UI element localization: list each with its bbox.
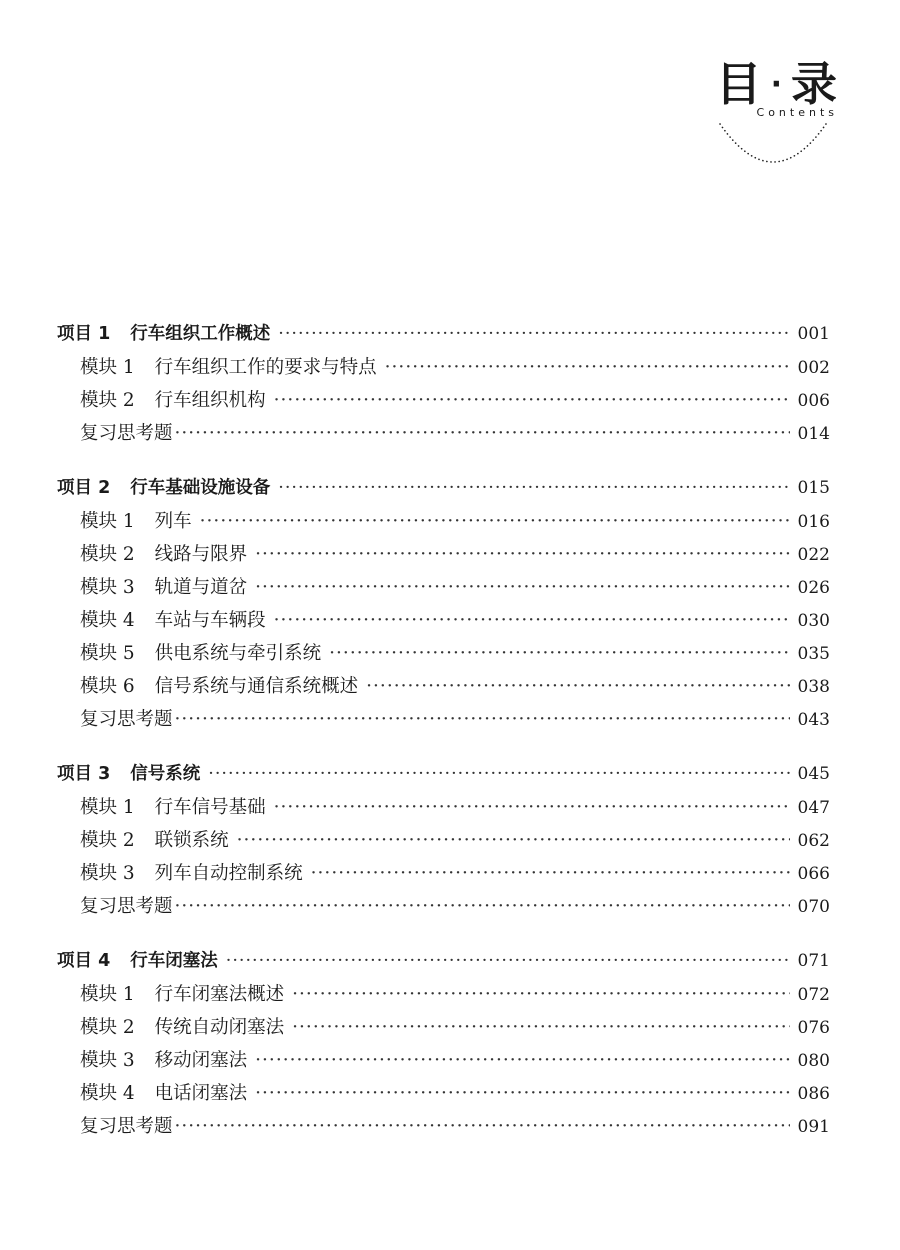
module-number: 模块 2 [80,830,135,851]
toc-module-entry[interactable] [57,637,830,670]
module-title: 列车 [154,511,192,532]
title-dot: · [770,67,783,102]
page-number: 016 [797,512,830,532]
module-number: 模块 6 [80,676,135,697]
page-number: 070 [797,897,830,917]
module-number: 模块 2 [80,544,135,565]
module-title: 信号系统与通信系统概述 [154,676,359,697]
dot-leader [366,670,789,703]
module-title: 行车组织机构 [154,390,266,411]
page-number: 002 [797,358,830,378]
dot-leader [274,791,790,824]
module-number: 模块 4 [80,610,135,631]
page-number: 086 [797,1084,830,1104]
dot-leader [255,1077,789,1110]
toc-section [57,318,830,450]
dot-leader [255,571,789,604]
page-number: 071 [797,951,830,971]
module-number: 模块 5 [80,643,135,664]
page-title [716,48,838,114]
module-title: 复习思考题 [80,896,173,917]
toc-module-entry[interactable] [57,505,830,538]
page-number: 022 [797,545,830,565]
module-number: 模块 1 [80,984,135,1005]
project-title: 行车基础设施设备 [130,478,271,498]
module-number: 模块 1 [80,357,135,378]
dot-leader [278,318,789,351]
toc-module-entry[interactable] [57,571,830,604]
module-title: 电话闭塞法 [154,1083,248,1104]
toc-module-entry[interactable] [57,384,830,417]
page-number: 015 [797,478,830,498]
module-title: 轨道与道岔 [154,577,248,598]
toc-module-entry[interactable] [57,703,830,736]
project-number: 项目 2 [57,478,111,498]
module-number: 模块 2 [80,390,135,411]
page-number: 091 [797,1117,830,1137]
dot-leader [292,978,789,1011]
module-title: 复习思考题 [80,709,173,730]
module-title: 行车信号基础 [154,797,266,818]
toc-module-entry[interactable] [57,1011,830,1044]
page-number: 030 [797,611,830,631]
project-title: 行车闭塞法 [130,951,218,971]
page-number: 035 [797,644,830,664]
project-title: 行车组织工作概述 [130,324,271,344]
dot-leader [237,824,790,857]
toc-project-entry[interactable] [57,758,830,791]
page-number: 066 [797,864,830,884]
project-number: 项目 3 [57,764,111,784]
module-title: 行车闭塞法概述 [154,984,285,1005]
toc-module-entry[interactable] [57,1110,830,1143]
module-number: 模块 1 [80,797,135,818]
module-number: 模块 3 [80,1050,135,1071]
dot-leader [292,1011,789,1044]
module-title: 复习思考题 [80,423,173,444]
title-char-left: 目 [715,57,763,111]
page-number: 026 [797,578,830,598]
toc-module-entry[interactable] [57,1077,830,1110]
toc-module-entry[interactable] [57,538,830,571]
dot-leader [385,351,790,384]
page-number: 043 [797,710,830,730]
page-number: 076 [797,1018,830,1038]
module-title: 传统自动闭塞法 [154,1017,285,1038]
module-title: 联锁系统 [154,830,229,851]
dot-leader [175,1110,790,1143]
page-number: 080 [797,1051,830,1071]
dot-leader [255,1044,789,1077]
toc-module-entry[interactable] [57,604,830,637]
toc-section [57,945,830,1143]
module-title: 行车组织工作的要求与特点 [154,357,377,378]
page-number: 072 [797,985,830,1005]
module-title: 复习思考题 [80,1116,173,1137]
toc-project-entry[interactable] [57,945,830,978]
toc-module-entry[interactable] [57,351,830,384]
module-number: 模块 1 [80,511,135,532]
module-number: 模块 3 [80,577,135,598]
dot-leader [175,417,790,450]
dot-leader [274,384,790,417]
toc-module-entry[interactable] [57,890,830,923]
module-number: 模块 3 [80,863,135,884]
page-number: 062 [797,831,830,851]
toc-module-entry[interactable] [57,791,830,824]
toc-module-entry[interactable] [57,417,830,450]
page-number: 006 [797,391,830,411]
dot-leader [311,857,790,890]
dotted-arc-ornament [718,120,828,170]
page-number: 045 [797,764,830,784]
toc-module-entry[interactable] [57,857,830,890]
dot-leader [200,505,790,538]
toc-project-entry[interactable] [57,318,830,351]
page-number: 014 [797,424,830,444]
toc-section [57,758,830,923]
project-title: 信号系统 [130,764,201,784]
dot-leader [175,890,790,923]
project-number: 项目 4 [57,951,111,971]
toc-header [698,40,838,180]
dot-leader [274,604,790,637]
toc-section [57,472,830,736]
dot-leader [278,472,789,505]
page-subtitle: Contents [756,106,838,119]
dot-leader [175,703,790,736]
toc-module-entry[interactable] [57,978,830,1011]
page-number: 038 [797,677,830,697]
module-title: 移动闭塞法 [154,1050,248,1071]
project-number: 项目 1 [57,324,111,344]
toc-module-entry[interactable] [57,824,830,857]
table-of-contents [57,318,830,1143]
module-title: 列车自动控制系统 [154,863,303,884]
dot-leader [226,945,790,978]
module-number: 模块 4 [80,1083,135,1104]
module-title: 车站与车辆段 [154,610,266,631]
page-number: 001 [797,324,830,344]
toc-project-entry[interactable] [57,472,830,505]
module-title: 线路与限界 [154,544,248,565]
toc-module-entry[interactable] [57,1044,830,1077]
title-char-right: 录 [791,57,838,111]
toc-module-entry[interactable] [57,670,830,703]
module-title: 供电系统与牵引系统 [154,643,322,664]
dot-leader [208,758,789,791]
dot-leader [255,538,789,571]
page-number: 047 [797,798,830,818]
module-number: 模块 2 [80,1017,135,1038]
dot-leader [329,637,789,670]
